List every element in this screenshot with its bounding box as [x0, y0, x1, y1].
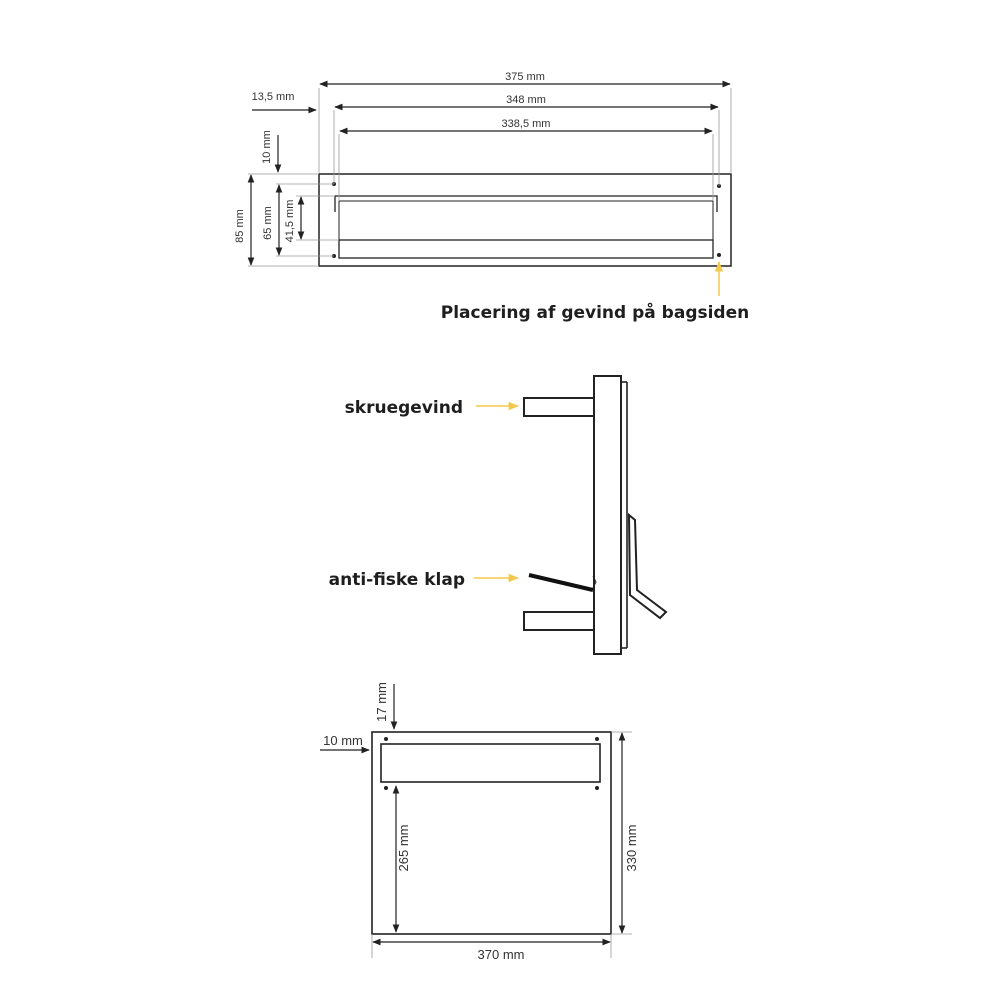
anti-fishing-flap-label: anti-fiske klap [328, 570, 465, 590]
upper-screw-thread [524, 398, 594, 416]
dim-41-5-label: 41,5 mm [284, 199, 296, 243]
dim-10-back-label: 10 mm [323, 733, 363, 748]
thread-caption: Placering af gevind på bagsiden [440, 303, 750, 323]
thread-dot [384, 737, 388, 741]
dim-375-label: 375 mm [505, 71, 545, 83]
slot-opening [339, 240, 713, 258]
front-flap [629, 515, 666, 618]
dim-10-label: 10 mm [261, 130, 273, 164]
dim-330-label: 330 mm [624, 824, 639, 872]
dim-370-label: 370 mm [477, 947, 525, 962]
side-view [329, 376, 666, 654]
thread-dot [384, 786, 388, 790]
dim-348-label: 348 mm [506, 94, 546, 106]
front-view [234, 71, 749, 323]
slot-lip [335, 196, 717, 212]
thread-dot [595, 737, 599, 741]
dim-17-label: 17 mm [374, 682, 389, 722]
dim-65-label: 65 mm [262, 206, 274, 240]
side-plate [594, 376, 621, 654]
back-slot [381, 744, 600, 782]
dim-13-5-label: 13,5 mm [251, 91, 295, 103]
dim-265-label: 265 mm [396, 824, 411, 872]
thread-dot [595, 786, 599, 790]
anti-fishing-flap [529, 575, 593, 590]
slot-lip-inner [339, 201, 713, 212]
screw-thread-label: skruegevind [344, 398, 463, 418]
dim-85-label: 85 mm [234, 209, 246, 243]
thread-dot [717, 253, 721, 257]
lower-screw-thread [524, 612, 594, 630]
front-plate-outline [319, 174, 731, 266]
dim-338-label: 338,5 mm [501, 118, 551, 130]
back-view [320, 682, 639, 962]
